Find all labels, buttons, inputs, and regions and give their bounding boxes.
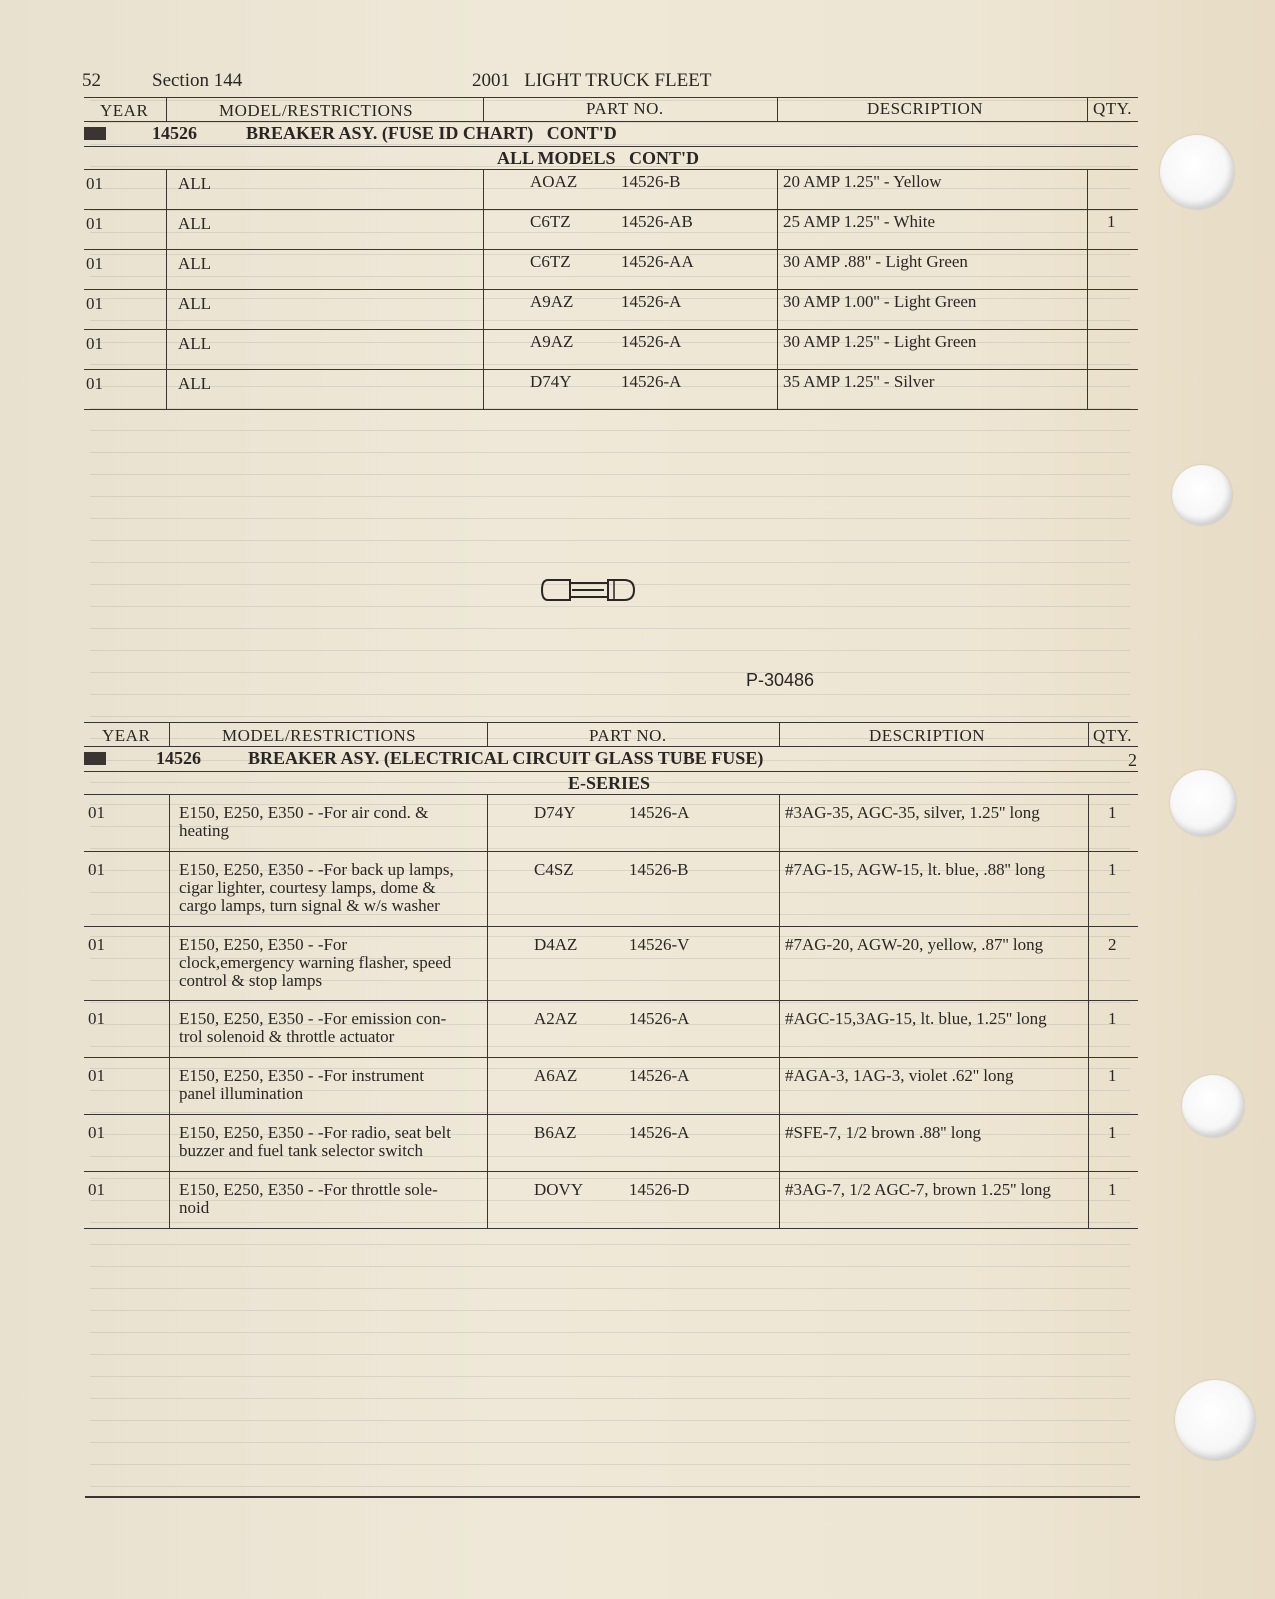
- model-line: noid: [179, 1198, 210, 1217]
- description-cell: #7AG-15, AGW-15, lt. blue, .88'' long: [785, 860, 1046, 879]
- part-base-cell: 14526-B: [621, 172, 681, 191]
- binder-hole-4: [1182, 1075, 1244, 1137]
- description-cell: #7AG-20, AGW-20, yellow, .87'' long: [785, 935, 1044, 954]
- column-divider: [1087, 169, 1088, 209]
- column-divider: [1088, 794, 1089, 851]
- description-cell: #AGC-15,3AG-15, lt. blue, 1.25'' long: [785, 1009, 1047, 1028]
- column-divider: [483, 209, 484, 249]
- model-cell: ALL: [178, 214, 212, 233]
- column-divider: [777, 289, 778, 329]
- qty-cell: 1: [1108, 803, 1117, 822]
- description-cell: 30 AMP 1.00'' - Light Green: [783, 292, 977, 311]
- column-divider: [777, 169, 778, 209]
- column-divider: [779, 1000, 780, 1057]
- section-marker: [84, 127, 106, 140]
- group-title: BREAKER ASY. (FUSE ID CHART) CONT'D: [246, 123, 617, 143]
- year-cell: 01: [86, 174, 103, 193]
- part-prefix-cell: B6AZ: [534, 1123, 577, 1142]
- glass-tube-fuse-table: [84, 722, 1138, 1242]
- model-line: E150, E250, E350 - -For radio, seat belt: [179, 1123, 451, 1142]
- model-line: panel illumination: [179, 1084, 304, 1103]
- part-prefix-cell: DOVY: [534, 1180, 584, 1199]
- column-divider: [777, 369, 778, 409]
- column-divider: [169, 851, 170, 926]
- column-divider: [487, 1171, 488, 1228]
- table-row: [84, 249, 1138, 289]
- col-qty: QTY.: [1093, 99, 1132, 118]
- column-divider: [169, 1000, 170, 1057]
- column-divider: [169, 794, 170, 851]
- part-prefix-cell: A2AZ: [534, 1009, 578, 1028]
- column-divider: [487, 1114, 488, 1171]
- description-cell: 20 AMP 1.25'' - Yellow: [783, 172, 942, 191]
- column-divider: [1087, 289, 1088, 329]
- glass-tube-fuse-icon: [540, 575, 636, 610]
- group-title: BREAKER ASY. (ELECTRICAL CIRCUIT GLASS TUBE FUSE): [248, 748, 764, 768]
- part-prefix-cell: D4AZ: [534, 935, 578, 954]
- model-line: E150, E250, E350 - -For back up lamps,: [179, 860, 454, 879]
- year-cell: 01: [86, 334, 103, 353]
- column-divider: [483, 369, 484, 409]
- column-divider: [487, 926, 488, 1000]
- column-divider: [779, 1114, 780, 1171]
- column-divider: [779, 1171, 780, 1228]
- table-row: [84, 851, 1138, 926]
- column-divider: [1088, 1000, 1089, 1057]
- model-line: E150, E250, E350 - -For emission con-: [179, 1009, 447, 1028]
- model-line: E150, E250, E350 - -For air cond. &: [179, 803, 429, 822]
- column-divider: [166, 289, 167, 329]
- subheading: E-SERIES: [568, 773, 651, 793]
- part-prefix-cell: D74Y: [534, 803, 576, 822]
- column-divider: [779, 851, 780, 926]
- description-cell: #SFE-7, 1/2 brown .88'' long: [785, 1123, 981, 1142]
- col-model: MODEL/RESTRICTIONS: [222, 726, 417, 745]
- description-cell: #3AG-7, 1/2 AGC-7, brown 1.25'' long: [785, 1180, 1051, 1199]
- column-divider: [1088, 1057, 1089, 1114]
- col-description: DESCRIPTION: [867, 99, 984, 118]
- table-row: [84, 1057, 1138, 1114]
- column-divider: [779, 794, 780, 851]
- column-divider: [483, 169, 484, 209]
- table-row: [84, 1171, 1138, 1228]
- column-divider: [777, 249, 778, 289]
- description-cell: 30 AMP .88'' - Light Green: [783, 252, 968, 271]
- column-divider: [169, 1057, 170, 1114]
- column-divider: [779, 926, 780, 1000]
- table-row: [84, 209, 1138, 249]
- model-line: E150, E250, E350 - -For throttle sole-: [179, 1180, 438, 1199]
- figure-caption: P-30486: [746, 670, 815, 690]
- year-cell: 01: [88, 935, 105, 954]
- table-row: [84, 1114, 1138, 1171]
- column-divider: [483, 329, 484, 369]
- part-base-cell: 14526-AA: [621, 252, 694, 271]
- model-cell: ALL: [178, 174, 212, 193]
- part-prefix-cell: D74Y: [530, 372, 572, 391]
- year-cell: 01: [88, 1123, 105, 1142]
- column-divider: [1088, 1171, 1089, 1228]
- column-divider: [166, 249, 167, 289]
- col-year: YEAR: [102, 726, 151, 745]
- row-divider: [84, 409, 1138, 410]
- year-cell: 01: [88, 860, 105, 879]
- column-divider: [487, 851, 488, 926]
- part-base-cell: 14526-A: [629, 1066, 690, 1085]
- part-base-cell: 14526-D: [629, 1180, 690, 1199]
- fuse-id-chart-table: [84, 97, 1138, 409]
- bottom-rule: [85, 1496, 1140, 1498]
- model-line: cargo lamps, turn signal & w/s washer: [179, 896, 440, 915]
- binder-hole-3: [1170, 770, 1236, 836]
- section-label: Section 144: [152, 70, 243, 91]
- table-row: [84, 794, 1138, 851]
- column-divider: [1087, 209, 1088, 249]
- part-prefix-cell: A6AZ: [534, 1066, 578, 1085]
- qty-cell: 1: [1108, 1009, 1117, 1028]
- table-row: [84, 169, 1138, 209]
- model-line: heating: [179, 821, 230, 840]
- qty-cell: 2: [1108, 935, 1117, 954]
- year-cell: 01: [86, 294, 103, 313]
- description-cell: #3AG-35, AGC-35, silver, 1.25'' long: [785, 803, 1040, 822]
- year-cell: 01: [88, 1180, 105, 1199]
- year-cell: 01: [86, 254, 103, 273]
- column-divider: [166, 209, 167, 249]
- year-cell: 01: [88, 1009, 105, 1028]
- column-divider: [1088, 1114, 1089, 1171]
- qty-cell: 1: [1108, 1066, 1117, 1085]
- column-divider: [487, 794, 488, 851]
- page-title: 2001 LIGHT TRUCK FLEET: [472, 70, 712, 91]
- part-base-cell: 14526-A: [621, 292, 682, 311]
- col-year: YEAR: [100, 101, 149, 120]
- year-cell: 01: [88, 803, 105, 822]
- model-line: buzzer and fuel tank selector switch: [179, 1141, 424, 1160]
- row-divider: [84, 1228, 1138, 1229]
- part-base-cell: 14526-A: [629, 1009, 690, 1028]
- part-base-cell: 14526-A: [629, 803, 690, 822]
- qty-cell: 1: [1107, 212, 1116, 231]
- part-base-cell: 14526-V: [629, 935, 690, 954]
- part-prefix-cell: C4SZ: [534, 860, 574, 879]
- model-cell: ALL: [178, 374, 212, 393]
- column-divider: [1087, 369, 1088, 409]
- group-code: 14526: [156, 748, 201, 768]
- model-line: E150, E250, E350 - -For instrument: [179, 1066, 425, 1085]
- col-description: DESCRIPTION: [869, 726, 986, 745]
- part-base-cell: 14526-A: [629, 1123, 690, 1142]
- column-divider: [1087, 329, 1088, 369]
- column-divider: [777, 329, 778, 369]
- table-row: [84, 1000, 1138, 1057]
- part-base-cell: 14526-A: [621, 372, 682, 391]
- model-line: control & stop lamps: [179, 971, 323, 990]
- part-base-cell: 14526-AB: [621, 212, 693, 231]
- model-line: cigar lighter, courtesy lamps, dome &: [179, 878, 436, 897]
- description-cell: #AGA-3, 1AG-3, violet .62'' long: [785, 1066, 1014, 1085]
- table-row: [84, 329, 1138, 369]
- part-prefix-cell: A9AZ: [530, 292, 574, 311]
- year-cell: 01: [86, 214, 103, 233]
- column-divider: [487, 1000, 488, 1057]
- column-divider: [483, 249, 484, 289]
- column-divider: [169, 1171, 170, 1228]
- col-qty: QTY.: [1093, 726, 1132, 745]
- part-base-cell: 14526-B: [629, 860, 689, 879]
- binder-hole-2: [1172, 465, 1232, 525]
- table-row: [84, 369, 1138, 409]
- binder-hole-1: [1160, 135, 1234, 209]
- column-divider: [166, 369, 167, 409]
- table-row: [84, 926, 1138, 1000]
- column-divider: [166, 329, 167, 369]
- col-model: MODEL/RESTRICTIONS: [219, 101, 414, 120]
- column-divider: [1088, 851, 1089, 926]
- section-marker: [84, 752, 106, 765]
- column-divider: [1088, 926, 1089, 1000]
- column-divider: [169, 926, 170, 1000]
- part-prefix-cell: A9AZ: [530, 332, 574, 351]
- column-divider: [779, 1057, 780, 1114]
- col-part: PART NO.: [586, 99, 664, 118]
- year-cell: 01: [88, 1066, 105, 1085]
- model-line: clock,emergency warning flasher, speed: [179, 953, 452, 972]
- model-cell: ALL: [178, 254, 212, 273]
- model-line: E150, E250, E350 - -For: [179, 935, 348, 954]
- column-divider: [169, 1114, 170, 1171]
- page-number: 52: [82, 70, 101, 91]
- column-divider: [166, 169, 167, 209]
- column-divider: [487, 1057, 488, 1114]
- subheading: ALL MODELS CONT'D: [497, 148, 700, 168]
- description-cell: 35 AMP 1.25'' - Silver: [783, 372, 935, 391]
- group-qty: 2: [1128, 750, 1137, 770]
- group-code: 14526: [152, 123, 197, 143]
- col-part: PART NO.: [589, 726, 667, 745]
- part-prefix-cell: AOAZ: [530, 172, 578, 191]
- model-cell: ALL: [178, 334, 212, 353]
- column-divider: [1087, 249, 1088, 289]
- table-row: [84, 289, 1138, 329]
- year-cell: 01: [86, 374, 103, 393]
- model-line: trol solenoid & throttle actuator: [179, 1027, 395, 1046]
- binder-hole-5: [1175, 1380, 1255, 1460]
- part-prefix-cell: C6TZ: [530, 252, 571, 271]
- qty-cell: 1: [1108, 860, 1117, 879]
- part-prefix-cell: C6TZ: [530, 212, 571, 231]
- qty-cell: 1: [1108, 1123, 1117, 1142]
- description-cell: 25 AMP 1.25'' - White: [783, 212, 936, 231]
- column-divider: [483, 289, 484, 329]
- part-base-cell: 14526-A: [621, 332, 682, 351]
- qty-cell: 1: [1108, 1180, 1117, 1199]
- description-cell: 30 AMP 1.25'' - Light Green: [783, 332, 977, 351]
- column-divider: [777, 209, 778, 249]
- model-cell: ALL: [178, 294, 212, 313]
